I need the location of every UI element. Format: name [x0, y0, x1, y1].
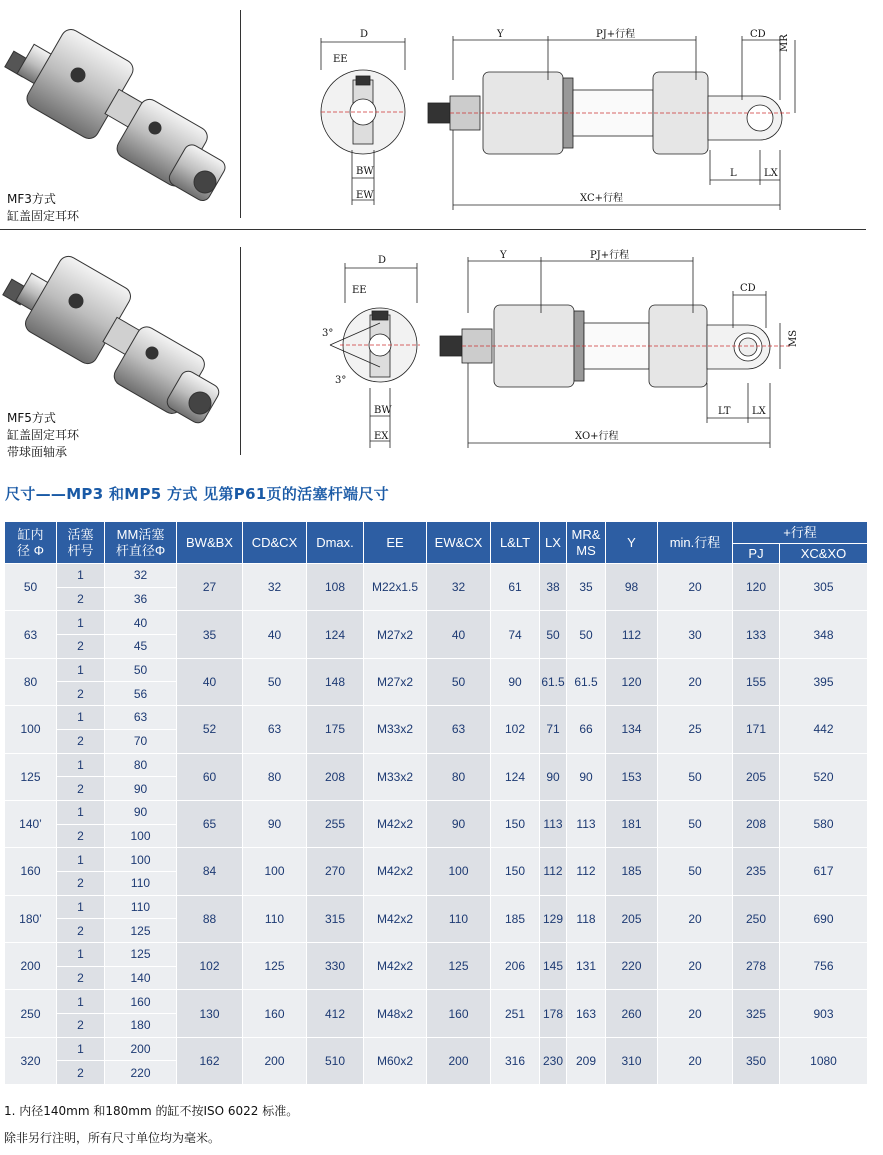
cell-pj: 208 — [733, 800, 780, 847]
cell-xc: 756 — [780, 943, 868, 990]
label-pj: PJ+行程 — [596, 29, 636, 40]
cell-cd: 40 — [243, 611, 307, 658]
cell-lx: 90 — [540, 753, 567, 800]
mf3-cylinder-photo — [0, 0, 236, 215]
label-ee: EE — [352, 285, 367, 296]
cell-dmax: 315 — [307, 895, 364, 942]
cell-ee: M33x2 — [364, 706, 427, 753]
cell-pj: 171 — [733, 706, 780, 753]
cell-y: 185 — [606, 848, 658, 895]
cell-rod-no: 2 — [57, 587, 105, 611]
cell-min: 50 — [658, 800, 733, 847]
cell-lx: 38 — [540, 564, 567, 611]
cell-llt: 61 — [491, 564, 540, 611]
cell-ee: M42x2 — [364, 800, 427, 847]
header-ee: EE — [364, 522, 427, 564]
cell-ee: M60x2 — [364, 1037, 427, 1084]
cell-pj: 250 — [733, 895, 780, 942]
cell-min: 20 — [658, 658, 733, 705]
cell-rod-no: 2 — [57, 966, 105, 990]
cell-lx: 129 — [540, 895, 567, 942]
table-row — [5, 848, 868, 872]
cell-xc: 1080 — [780, 1037, 868, 1084]
label-y: Y — [500, 250, 507, 261]
footnote: 1. 内径140mm 和180mm 的缸不按ISO 6022 标准。 — [4, 1104, 299, 1118]
header-plus-stroke: +行程 — [733, 522, 868, 544]
cell-llt: 150 — [491, 800, 540, 847]
cell-bore: 50 — [5, 564, 57, 611]
cell-bore: 200 — [5, 943, 57, 990]
cell-rod-no: 2 — [57, 824, 105, 848]
cell-ew: 63 — [427, 706, 491, 753]
cell-mr: 61.5 — [567, 658, 606, 705]
cell-xc: 395 — [780, 658, 868, 705]
cell-rod-dia: 160 — [105, 990, 177, 1014]
cell-bore: 320 — [5, 1037, 57, 1084]
cell-lx: 178 — [540, 990, 567, 1037]
cell-cd: 160 — [243, 990, 307, 1037]
cell-xc: 348 — [780, 611, 868, 658]
cell-rod-dia: 220 — [105, 1061, 177, 1085]
header-pj: PJ — [733, 544, 780, 564]
cell-dmax: 108 — [307, 564, 364, 611]
cell-bore: 80 — [5, 658, 57, 705]
cell-rod-dia: 45 — [105, 635, 177, 659]
cell-min: 20 — [658, 990, 733, 1037]
cell-dmax: 208 — [307, 753, 364, 800]
cell-llt: 124 — [491, 753, 540, 800]
dimensions-table — [4, 521, 868, 1085]
cell-rod-no: 2 — [57, 919, 105, 943]
cell-bore: 180’ — [5, 895, 57, 942]
cell-dmax: 255 — [307, 800, 364, 847]
cell-rod-no: 2 — [57, 682, 105, 706]
cell-rod-no: 1 — [57, 943, 105, 967]
cell-lx: 145 — [540, 943, 567, 990]
cell-lx: 112 — [540, 848, 567, 895]
cell-rod-dia: 36 — [105, 587, 177, 611]
cell-bore: 100 — [5, 706, 57, 753]
cell-min: 20 — [658, 564, 733, 611]
cell-bw: 88 — [177, 895, 243, 942]
cell-bore: 250 — [5, 990, 57, 1037]
cell-ew: 100 — [427, 848, 491, 895]
cell-rod-no: 1 — [57, 848, 105, 872]
cell-dmax: 270 — [307, 848, 364, 895]
cell-bw: 102 — [177, 943, 243, 990]
cell-rod-no: 1 — [57, 990, 105, 1014]
cell-dmax: 148 — [307, 658, 364, 705]
table-title: 尺寸——MP3 和MP5 方式 见第P61页的活塞杆端尺寸 — [5, 485, 389, 503]
table-row — [5, 564, 868, 588]
cell-rod-no: 1 — [57, 753, 105, 777]
mf3-drawing — [300, 0, 883, 228]
table-row — [5, 611, 868, 635]
caption-line: 缸盖固定耳环 — [7, 209, 80, 223]
cell-pj: 350 — [733, 1037, 780, 1084]
table-row — [5, 990, 868, 1014]
cell-xc: 442 — [780, 706, 868, 753]
cell-rod-dia: 50 — [105, 658, 177, 682]
cell-min: 50 — [658, 753, 733, 800]
cell-bw: 84 — [177, 848, 243, 895]
cell-cd: 32 — [243, 564, 307, 611]
cell-rod-dia: 125 — [105, 919, 177, 943]
cell-y: 98 — [606, 564, 658, 611]
caption-line: MF3方式 — [7, 192, 56, 206]
cell-xc: 305 — [780, 564, 868, 611]
cell-mr: 90 — [567, 753, 606, 800]
cell-min: 20 — [658, 1037, 733, 1084]
cell-rod-dia: 110 — [105, 871, 177, 895]
cell-rod-no: 2 — [57, 635, 105, 659]
cell-rod-no: 2 — [57, 777, 105, 801]
label-ms: MS — [788, 329, 799, 347]
cell-bw: 60 — [177, 753, 243, 800]
section-divider — [0, 229, 866, 230]
divider — [240, 247, 241, 455]
label-ew: EW — [356, 190, 374, 201]
cell-y: 134 — [606, 706, 658, 753]
cell-xc: 580 — [780, 800, 868, 847]
cell-mr: 118 — [567, 895, 606, 942]
cell-rod-dia: 40 — [105, 611, 177, 635]
cell-y: 153 — [606, 753, 658, 800]
cell-mr: 50 — [567, 611, 606, 658]
cell-rod-dia: 100 — [105, 824, 177, 848]
cell-cd: 63 — [243, 706, 307, 753]
cell-xc: 520 — [780, 753, 868, 800]
cell-cd: 110 — [243, 895, 307, 942]
label-lx: LX — [752, 406, 766, 417]
cell-rod-dia: 90 — [105, 800, 177, 824]
cell-y: 260 — [606, 990, 658, 1037]
cell-y: 120 — [606, 658, 658, 705]
cell-cd: 125 — [243, 943, 307, 990]
label-xo: XO+行程 — [575, 431, 619, 442]
cell-llt: 185 — [491, 895, 540, 942]
cell-ew: 200 — [427, 1037, 491, 1084]
label-angle: 3° — [322, 328, 334, 339]
cell-xc: 903 — [780, 990, 868, 1037]
header-y: Y — [606, 522, 658, 564]
cell-mr: 163 — [567, 990, 606, 1037]
label-angle: 3° — [335, 375, 347, 386]
label-d: D — [360, 29, 369, 40]
caption-line: 带球面轴承 — [7, 445, 68, 459]
label-cd: CD — [740, 283, 756, 294]
cell-y: 181 — [606, 800, 658, 847]
cell-rod-dia: 180 — [105, 1014, 177, 1038]
footnote: 除非另行注明，所有尺寸单位均为毫米。 — [4, 1131, 221, 1145]
cell-cd: 80 — [243, 753, 307, 800]
label-ex: EX — [374, 431, 389, 442]
cell-ew: 90 — [427, 800, 491, 847]
header-cd: CD&CX — [243, 522, 307, 564]
mf3-section — [0, 0, 883, 228]
label-d: D — [378, 255, 387, 266]
cell-rod-dia: 140 — [105, 966, 177, 990]
cell-bw: 162 — [177, 1037, 243, 1084]
cell-rod-no: 1 — [57, 706, 105, 730]
cell-rod-dia: 200 — [105, 1037, 177, 1061]
cell-xc: 690 — [780, 895, 868, 942]
mf5-drawing — [300, 243, 883, 465]
cell-lx: 113 — [540, 800, 567, 847]
cell-llt: 102 — [491, 706, 540, 753]
cell-ew: 50 — [427, 658, 491, 705]
cell-rod-no: 1 — [57, 1037, 105, 1061]
cell-lx: 61.5 — [540, 658, 567, 705]
cell-y: 310 — [606, 1037, 658, 1084]
cell-bw: 52 — [177, 706, 243, 753]
label-cd: CD — [750, 29, 766, 40]
header-rod-dia: MM活塞 杆直径Φ — [105, 522, 177, 564]
cell-llt: 74 — [491, 611, 540, 658]
cell-ew: 32 — [427, 564, 491, 611]
cell-llt: 206 — [491, 943, 540, 990]
cell-rod-no: 1 — [57, 564, 105, 588]
cell-min: 30 — [658, 611, 733, 658]
cell-ew: 110 — [427, 895, 491, 942]
cell-rod-no: 1 — [57, 658, 105, 682]
table-row — [5, 895, 868, 919]
label-xc: XC+行程 — [580, 193, 623, 204]
cell-cd: 100 — [243, 848, 307, 895]
header-ew: EW&CX — [427, 522, 491, 564]
cell-pj: 133 — [733, 611, 780, 658]
cell-dmax: 175 — [307, 706, 364, 753]
cell-rod-dia: 70 — [105, 729, 177, 753]
cell-dmax: 330 — [307, 943, 364, 990]
cell-dmax: 510 — [307, 1037, 364, 1084]
cell-ew: 40 — [427, 611, 491, 658]
cell-ee: M48x2 — [364, 990, 427, 1037]
cell-pj: 235 — [733, 848, 780, 895]
header-mr: MR& MS — [567, 522, 606, 564]
cell-mr: 66 — [567, 706, 606, 753]
cell-ew: 125 — [427, 943, 491, 990]
cell-llt: 251 — [491, 990, 540, 1037]
cell-rod-no: 2 — [57, 871, 105, 895]
cell-cd: 50 — [243, 658, 307, 705]
header-bw: BW&BX — [177, 522, 243, 564]
label-y: Y — [497, 29, 504, 40]
cell-pj: 205 — [733, 753, 780, 800]
table-row — [5, 658, 868, 682]
cell-rod-dia: 56 — [105, 682, 177, 706]
cell-min: 25 — [658, 706, 733, 753]
label-lt: LT — [718, 406, 731, 417]
header-xc: XC&XO — [780, 544, 868, 564]
cell-rod-no: 1 — [57, 895, 105, 919]
cell-cd: 200 — [243, 1037, 307, 1084]
cell-xc: 617 — [780, 848, 868, 895]
cell-ee: M42x2 — [364, 848, 427, 895]
cell-pj: 278 — [733, 943, 780, 990]
table-row — [5, 800, 868, 824]
cell-pj: 155 — [733, 658, 780, 705]
label-bw: BW — [374, 405, 392, 416]
cell-ee: M42x2 — [364, 895, 427, 942]
cell-y: 112 — [606, 611, 658, 658]
header-lx: LX — [540, 522, 567, 564]
table-row — [5, 943, 868, 967]
cell-bore: 140’ — [5, 800, 57, 847]
label-lx: LX — [764, 168, 778, 179]
header-bore: 缸内 径 Φ — [5, 522, 57, 564]
cell-rod-no: 1 — [57, 800, 105, 824]
cell-rod-dia: 125 — [105, 943, 177, 967]
cell-rod-dia: 110 — [105, 895, 177, 919]
label-pj: PJ+行程 — [590, 250, 630, 261]
cell-bore: 160 — [5, 848, 57, 895]
cell-mr: 35 — [567, 564, 606, 611]
cell-y: 205 — [606, 895, 658, 942]
cell-bw: 130 — [177, 990, 243, 1037]
cell-bw: 65 — [177, 800, 243, 847]
cell-ee: M22x1.5 — [364, 564, 427, 611]
cell-ew: 80 — [427, 753, 491, 800]
table-row — [5, 753, 868, 777]
cell-cd: 90 — [243, 800, 307, 847]
cell-mr: 209 — [567, 1037, 606, 1084]
cell-bore: 63 — [5, 611, 57, 658]
cell-rod-no: 2 — [57, 729, 105, 753]
cell-bore: 125 — [5, 753, 57, 800]
table-row — [5, 706, 868, 730]
cell-rod-no: 2 — [57, 1014, 105, 1038]
cell-rod-dia: 100 — [105, 848, 177, 872]
caption-line: 缸盖固定耳环 — [7, 428, 80, 442]
cell-lx: 50 — [540, 611, 567, 658]
cell-min: 20 — [658, 895, 733, 942]
cell-bw: 35 — [177, 611, 243, 658]
cell-min: 50 — [658, 848, 733, 895]
divider — [240, 10, 241, 218]
cell-mr: 112 — [567, 848, 606, 895]
cell-mr: 113 — [567, 800, 606, 847]
cell-y: 220 — [606, 943, 658, 990]
cell-bw: 27 — [177, 564, 243, 611]
label-bw: BW — [356, 166, 374, 177]
cell-rod-no: 2 — [57, 1061, 105, 1085]
cell-rod-dia: 63 — [105, 706, 177, 730]
cell-rod-dia: 32 — [105, 564, 177, 588]
cell-ee: M27x2 — [364, 658, 427, 705]
cell-min: 20 — [658, 943, 733, 990]
header-dmax: Dmax. — [307, 522, 364, 564]
cell-ew: 160 — [427, 990, 491, 1037]
cell-lx: 230 — [540, 1037, 567, 1084]
label-l: L — [730, 168, 737, 179]
cell-dmax: 124 — [307, 611, 364, 658]
cell-ee: M33x2 — [364, 753, 427, 800]
caption-line: MF5方式 — [7, 411, 56, 425]
cell-dmax: 412 — [307, 990, 364, 1037]
cell-llt: 316 — [491, 1037, 540, 1084]
cell-rod-dia: 80 — [105, 753, 177, 777]
mf5-section — [0, 243, 883, 465]
header-rod-no: 活塞 杆号 — [57, 522, 105, 564]
cell-ee: M42x2 — [364, 943, 427, 990]
label-mr: MR — [779, 34, 790, 52]
cell-pj: 325 — [733, 990, 780, 1037]
cell-rod-no: 1 — [57, 611, 105, 635]
cell-llt: 90 — [491, 658, 540, 705]
cell-bw: 40 — [177, 658, 243, 705]
label-ee: EE — [333, 54, 348, 65]
header-llt: L&LT — [491, 522, 540, 564]
cell-lx: 71 — [540, 706, 567, 753]
cell-pj: 120 — [733, 564, 780, 611]
header-min-stroke: min.行程 — [658, 522, 733, 564]
table-row — [5, 1037, 868, 1061]
cell-rod-dia: 90 — [105, 777, 177, 801]
cell-mr: 131 — [567, 943, 606, 990]
cell-ee: M27x2 — [364, 611, 427, 658]
cell-llt: 150 — [491, 848, 540, 895]
